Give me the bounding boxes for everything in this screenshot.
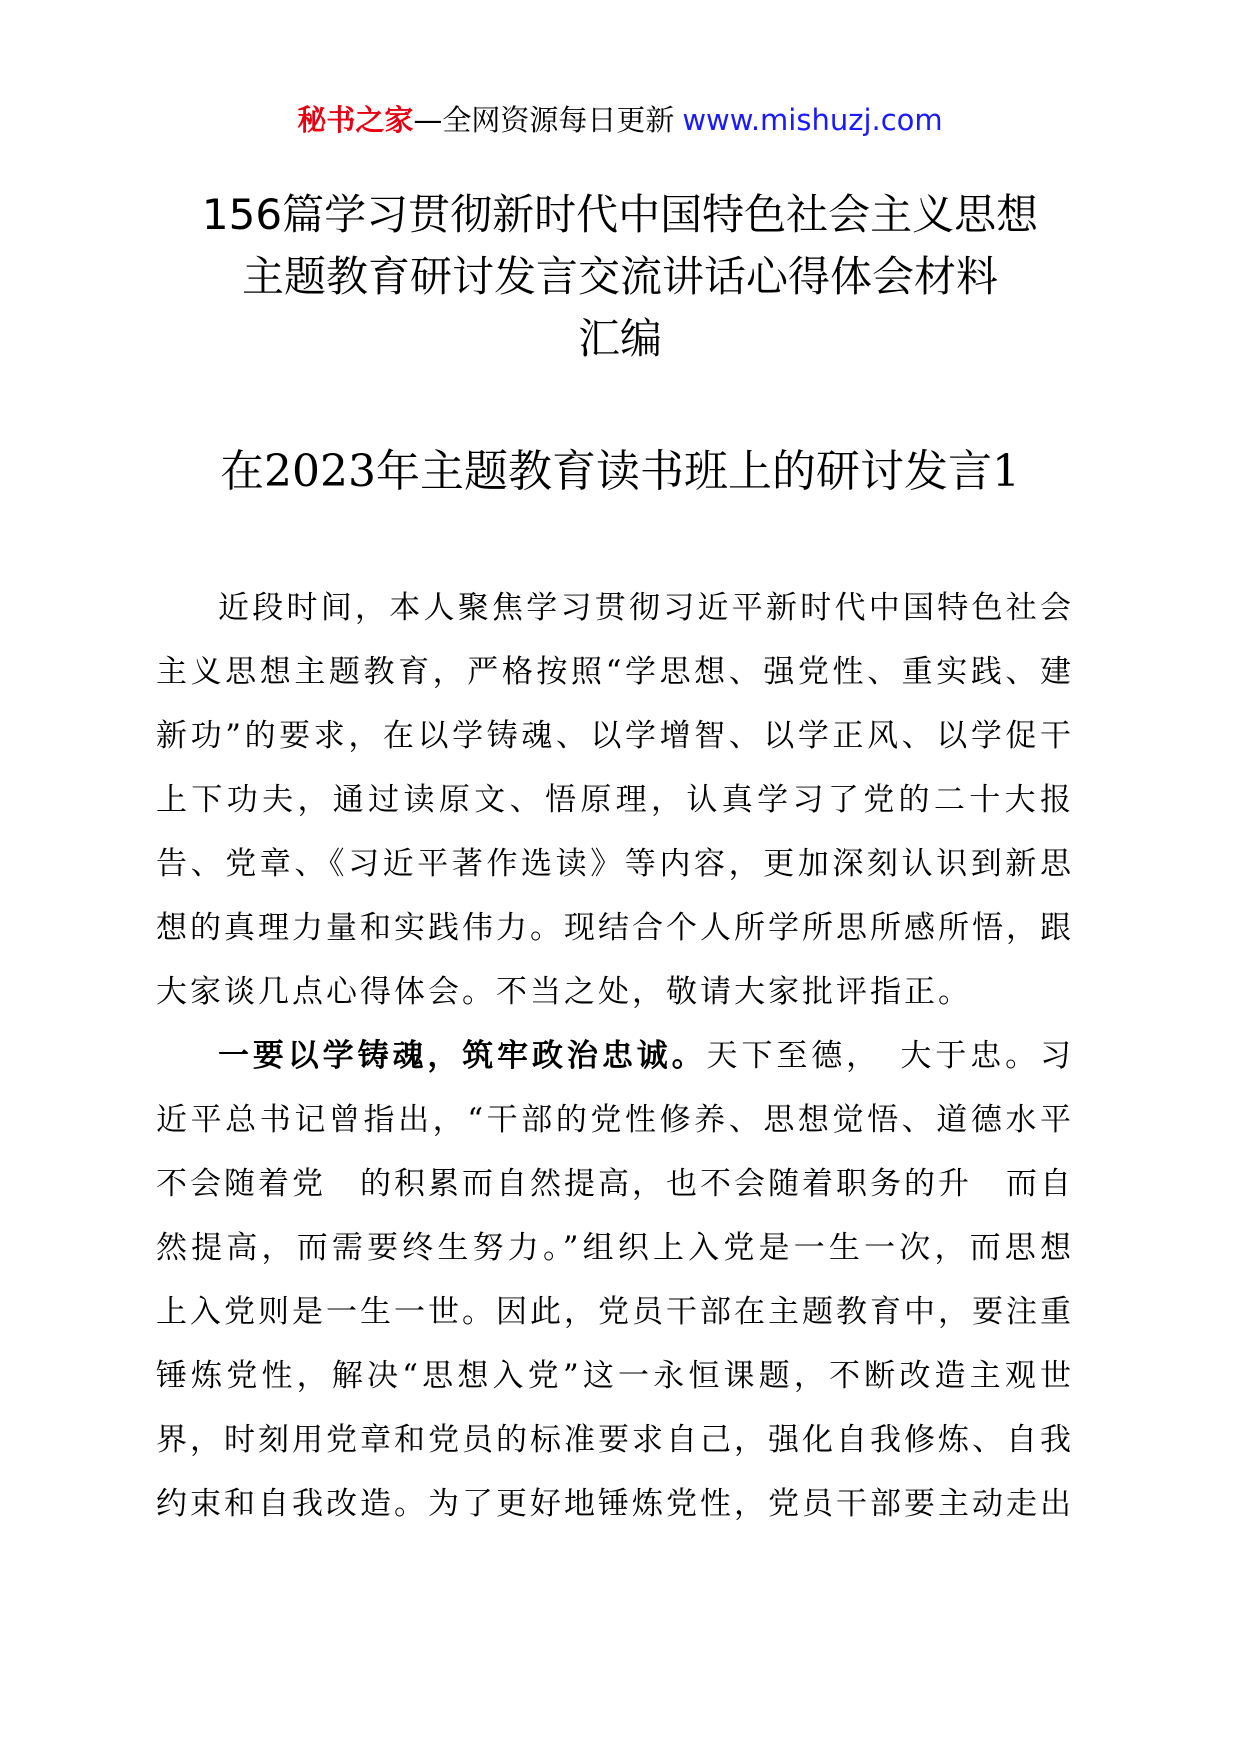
body-paragraph [156, 1024, 1074, 1536]
site-url-link[interactable]: www.mishuzj.com [682, 103, 943, 137]
paragraph-lead: 一要以学铸魂，筑牢政治忠诚。 [218, 1038, 707, 1074]
title-line: 主题教育研讨发言交流讲话心得体会材料 [241, 252, 998, 301]
paragraph-text: 天下至德， 大于忠。习近平总书记曾指出，“干部的党性修养、思想觉悟、道德水平不会随着党 的积累而自然提高，也不会随着职务的升 而自然提高，而需要终生努力。”组织上入党是一生一次，而思想上入党则是一生一世。因此，党员干部在主题教育中，要注重锤炼党性，解决“思想入党”这一永恒课题，不断改造主观世界，时刻用党章和党员的标准要求自己，强化自我修炼、自我约束和自我改造。为了更好地锤炼党性，党员干部要主动走出 [156, 1038, 1075, 1522]
title-line: 156篇学习贯彻新时代中国特色社会主义思想 [201, 190, 1039, 239]
title-line: 汇编 [577, 314, 662, 363]
body-paragraph [156, 576, 1074, 1024]
document-title [0, 184, 1240, 370]
site-header [0, 100, 1240, 140]
paragraph-text: 近段时间，本人聚焦学习贯彻习近平新时代中国特色社会主义思想主题教育，严格按照“学思想、强党性、重实践、建新功”的要求，在以学铸魂、以学增智、以学正风、以学促干上下功夫，通过读原文、悟原理，认真学习了党的二十大报告、党章、《习近平著作选读》等内容，更加深刻认识到新思想的真理力量和实践伟力。现结合个人所学所思所感所悟，跟大家谈几点心得体会。不当之处，敬请大家批评指正。 [156, 590, 1074, 1010]
document-body [156, 576, 1074, 1536]
site-brand: 秘书之家 [297, 103, 414, 137]
site-slogan: —全网资源每日更新 [413, 103, 675, 137]
section-heading: 在2023年主题教育读书班上的研讨发言1 [220, 446, 1020, 497]
